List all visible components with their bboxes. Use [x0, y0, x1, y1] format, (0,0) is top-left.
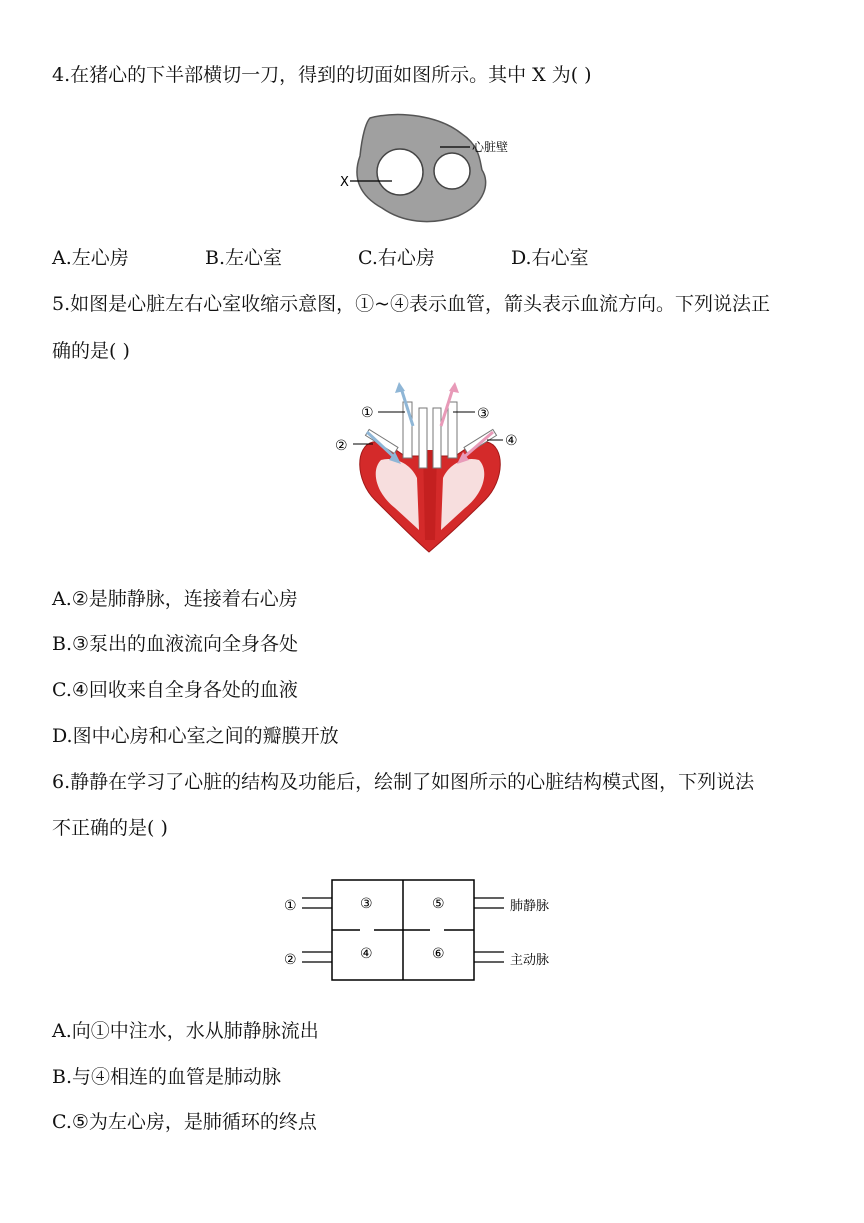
q5-option-d[interactable]: D.图中心房和心室之间的瓣膜开放 [52, 725, 339, 747]
q4-heart-cross-section [330, 112, 540, 228]
q5-stem-line1: 5.如图是心脏左右心室收缩示意图，①~④表示血管，箭头表示血流方向。下列说法正 [52, 293, 771, 315]
label-1: ① [284, 898, 297, 914]
label-1: ① [361, 405, 374, 421]
label-2: ② [284, 952, 297, 968]
q5-option-a[interactable]: A.②是肺静脉，连接着右心房 [52, 588, 298, 610]
q6-option-b[interactable]: B.与④相连的血管是肺动脉 [52, 1066, 282, 1088]
q6-option-a[interactable]: A.向①中注水，水从肺静脉流出 [52, 1020, 319, 1042]
vessel-center-a [419, 408, 427, 468]
label-2: ② [335, 438, 348, 454]
label-6: ⑥ [432, 946, 445, 962]
q5-heart-diagram [325, 380, 540, 560]
vessel-3 [448, 402, 457, 458]
q5-option-c[interactable]: C.④回收来自全身各处的血液 [52, 679, 298, 701]
q4-option-a[interactable]: A.左心房 [52, 247, 129, 269]
label-aorta: 主动脉 [510, 953, 550, 968]
label-4: ④ [360, 946, 373, 962]
q4-option-c[interactable]: C.右心房 [358, 247, 435, 269]
label-pulmonary-vein: 肺静脉 [510, 899, 550, 914]
q6-option-c[interactable]: C.⑤为左心房，是肺循环的终点 [52, 1111, 317, 1133]
right-chamber-hole [434, 153, 470, 189]
q4-option-d[interactable]: D.右心室 [511, 247, 589, 269]
label-x: X [340, 175, 349, 190]
label-heart-wall: 心脏壁 [472, 140, 509, 154]
q5-stem-line2: 确的是( ) [52, 340, 130, 362]
label-4: ④ [505, 433, 518, 449]
label-5: ⑤ [432, 896, 445, 912]
q4-stem: 4.在猪心的下半部横切一刀，得到的切面如图所示。其中 X 为( ) [52, 64, 592, 86]
label-3: ③ [477, 406, 490, 422]
q5-option-b[interactable]: B.③泵出的血液流向全身各处 [52, 633, 299, 655]
left-chamber-hole [377, 149, 423, 195]
q6-heart-structure-diagram [280, 876, 580, 986]
q4-option-b[interactable]: B.左心室 [205, 247, 283, 269]
label-3: ③ [360, 896, 373, 912]
q6-stem-line1: 6.静静在学习了心脏的结构及功能后，绘制了如图所示的心脏结构模式图，下列说法 [52, 771, 755, 793]
vessel-center-b [433, 408, 441, 468]
q6-stem-line2: 不正确的是( ) [52, 817, 168, 839]
